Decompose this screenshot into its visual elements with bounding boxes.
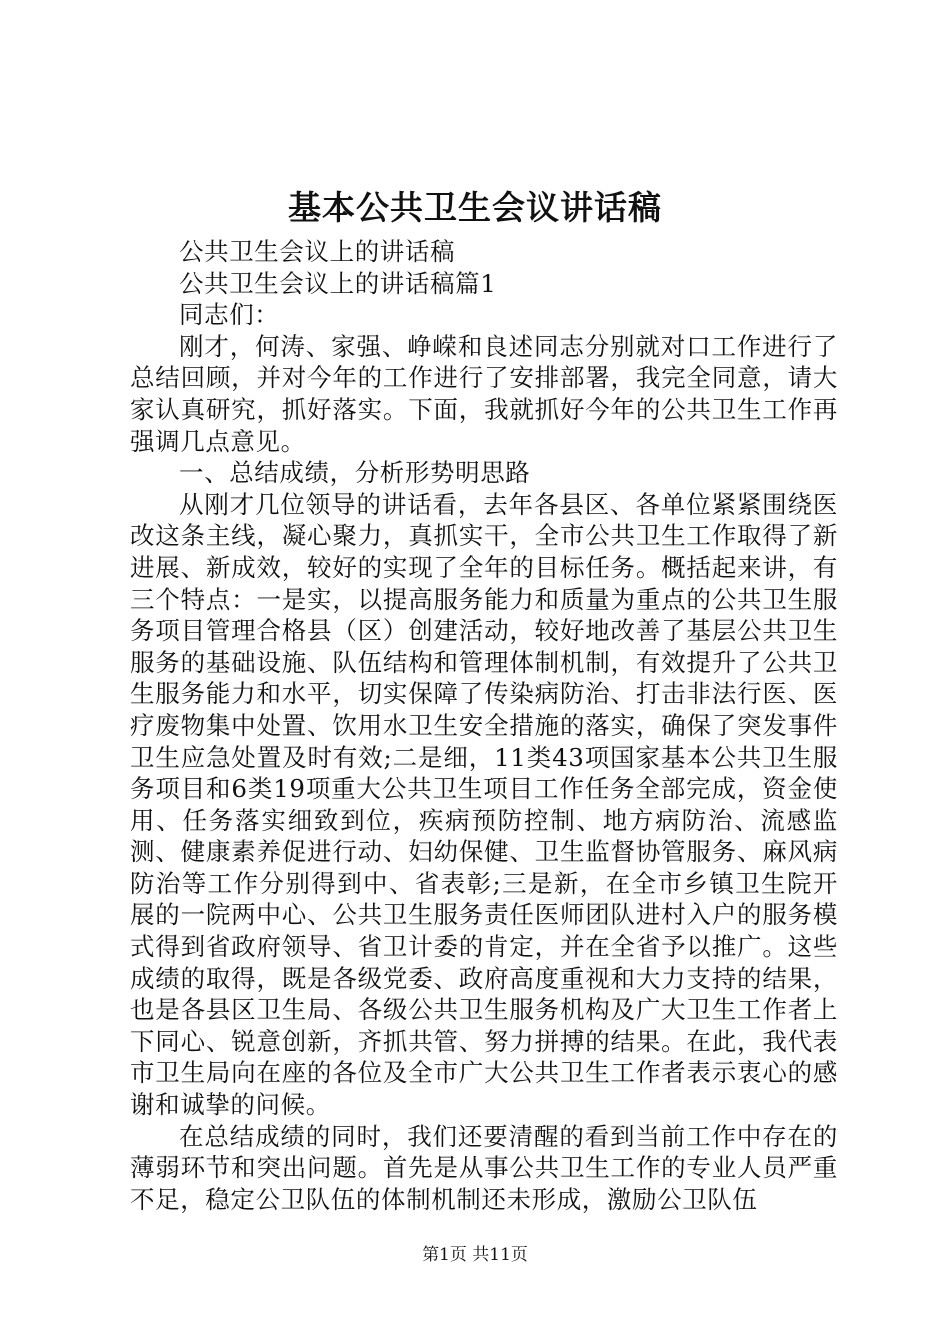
paragraph-salutation: 同志们： — [179, 300, 280, 330]
paragraph-section-heading: 公共卫生会议上的讲话稿篇1 — [179, 268, 497, 298]
document-body — [130, 236, 838, 1215]
paragraph-achievements: 从刚才几位领导的讲话看，去年各县区、各单位紧紧围绕医改这条主线，凝心聚力，真抓实干，全市公共卫生工作取得了新进展、新成效，较好的实现了全年的目标任务。概括起来讲，有三个特点：一是实，以提高服务能力和质量为重点的公共卫生服务项目管理合格县（区）创建活动，较好地改善了基层公共卫生服务的基础设施、队伍结构和管理体制机制，有效提升了公共卫生服务能力和水平，切实保障了传染病防治、打击非法行医、医疗废物集中处置、饮用水卫生安全措施的落实，确保了突发事件卫生应急处置及时有效;二是细，11类43项国家基本公共卫生服务项目和6类19项重大公共卫生项目工作任务全部完成，资金使用、任务落实细致到位，疾病预防控制、地方病防治、流感监测、健康素养促进行动、妇幼保健、卫生监督协管服务、麻风病防治等工作分别得到中、省表彰;三是新，在全市乡镇卫生院开展的一院两中心、公共卫生服务责任医师团队进村入户的服务模式得到省政府领导、省卫计委的肯定，并在全省予以推广。这些成绩的取得，既是各级党委、政府高度重视和大力支持的结果，也是各县区卫生局、各级公共卫生服务机构及广大卫生工作者上下同心、锐意创新，齐抓共管、努力拼搏的结果。在此，我代表市卫生局向在座的各位及全市广大公共卫生工作者表示衷心的感谢和诚挚的问候。 — [130, 489, 838, 1120]
page-footer: 第1页 共11页 — [422, 1245, 528, 1265]
paragraph-intro: 刚才，何涛、家强、峥嵘和良述同志分别就对口工作进行了总结回顾，并对今年的工作进行了安排部署，我完全同意，请大家认真研究，抓好落实。下面，我就抓好今年的公共卫生工作再强调几点意见。 — [130, 331, 838, 456]
paragraph-heading-one: 一、总结成绩，分析形势明思路 — [179, 458, 531, 488]
paragraph-subtitle: 公共卫生会议上的讲话稿 — [179, 237, 456, 266]
document-title: 基本公共卫生会议讲话稿 — [288, 188, 662, 227]
paragraph-problems: 在总结成绩的同时，我们还要清醒的看到当前工作中存在的薄弱环节和突出问题。首先是从事公共卫生工作的专业人员严重不足，稳定公卫队伍的体制机制还未形成，激励公卫队伍 — [130, 1121, 838, 1214]
